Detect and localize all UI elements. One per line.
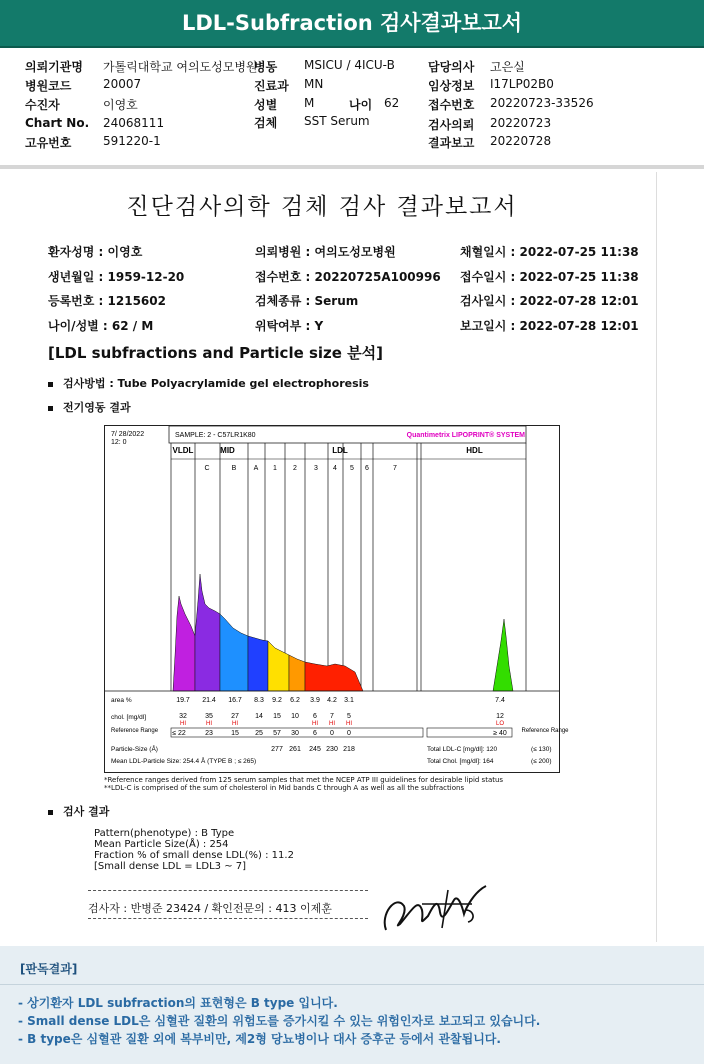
area-value: 7.4	[495, 697, 505, 704]
band-label: 6	[365, 465, 369, 472]
section-title: [LDL subfractions and Particle size 분석]	[48, 344, 384, 362]
patient-info: 생년월일 : 1959-12-20	[48, 270, 185, 284]
result-item: [Small dense LDL = LDL3 ~ 7]	[94, 861, 247, 872]
group-label: LDL	[332, 446, 348, 455]
row-label: area %	[111, 697, 132, 704]
chol-flag: HI	[232, 721, 238, 727]
chol-value: 35	[205, 713, 213, 720]
order-header	[0, 50, 704, 165]
note-line: *Reference ranges derived from 125 serum samples that met the NCEP ATP III guidelines for desirable lipid status	[104, 776, 504, 784]
hdr-value: 가톨릭대학교 여의도성모병원	[103, 60, 258, 74]
hdr-value: MSICU / 4ICU-B	[304, 58, 395, 72]
reference-value: 6	[313, 730, 317, 737]
patient-info: 환자성명 : 이영호	[48, 245, 143, 259]
chol-value: 10	[291, 713, 299, 720]
row-label: Particle-Size (Å)	[111, 746, 158, 753]
signature-line	[88, 890, 368, 891]
fraction-peak	[248, 636, 268, 691]
group-label: VLDL	[172, 446, 194, 455]
reference-value: 23	[205, 730, 213, 737]
patient-info: 접수번호 : 20220725A100996	[255, 270, 441, 284]
area-value: 19.7	[176, 697, 190, 704]
area-value: 8.3	[254, 697, 264, 704]
hdr-label: 고유번호	[25, 136, 72, 150]
electro-label: 전기영동 결과	[63, 401, 131, 414]
chol-flag: HI	[312, 721, 318, 727]
chol-flag: HI	[329, 721, 335, 727]
group-label: MID	[220, 446, 235, 455]
band-label: 5	[350, 465, 354, 472]
area-value: 3.9	[310, 697, 320, 704]
particle-size-value: 218	[343, 746, 355, 753]
judgement-line: - Small dense LDL은 심혈관 질환의 위험도를 증가시킬 수 있는 위험인자로 보고되고 있습니다.	[18, 1014, 541, 1028]
area-value: 21.4	[202, 697, 216, 704]
lipoprint-chart	[104, 425, 569, 773]
chart-system: Quantimetrix LIPOPRINT® SYSTEM	[406, 432, 525, 439]
total-chol: Total Chol. [mg/dl]: 164	[427, 758, 494, 765]
judgement-title: [판독결과]	[20, 962, 78, 976]
row-label: Reference Range	[111, 728, 159, 734]
reference-value: 0	[330, 730, 334, 737]
judgement-line: - B type은 심혈관 질환 외에 복부비만, 제2형 당뇨병이나 대사 증후군 등에서 관찰됩니다.	[18, 1032, 501, 1046]
hdr-value: 20220723	[490, 116, 552, 130]
chol-value: 6	[313, 713, 317, 720]
report-banner	[0, 0, 704, 48]
band-label: 3	[314, 465, 318, 472]
signature-line	[88, 918, 368, 919]
note-line: **LDL-C is comprised of the sum of cholesterol in Mid bands C through A as well as all the subfractions	[104, 784, 465, 792]
reference-label-right: Reference Range	[521, 728, 569, 734]
report-title: 진단검사의학 검체 검사 결과보고서	[126, 194, 518, 220]
reference-value: 15	[231, 730, 239, 737]
fraction-peak	[305, 662, 363, 691]
hdr-value: MN	[304, 77, 324, 91]
chol-flag: HI	[346, 721, 352, 727]
hdr-label: 성별	[254, 98, 278, 112]
chol-flag: LO	[495, 721, 505, 727]
divider	[0, 165, 704, 169]
hdr-value: 591220-1	[103, 134, 161, 148]
chol-value: 15	[273, 713, 281, 720]
hdr-label: 임상정보	[428, 79, 475, 93]
hdr-value: 이영호	[103, 98, 138, 112]
hdr-value: 24068111	[103, 116, 165, 130]
hdr-value: M	[304, 96, 315, 110]
hdr-label: 접수번호	[428, 98, 475, 112]
handwritten-signature	[378, 880, 493, 942]
patient-info: 나이/성별 : 62 / M	[48, 319, 154, 333]
group-label: HDL	[466, 446, 483, 455]
band-label: A	[253, 465, 259, 472]
hdr-label: 담당의사	[428, 60, 475, 74]
method-label: 검사방법 : Tube Polyacrylamide gel electrophoresis	[63, 377, 369, 390]
fraction-peak	[173, 596, 195, 691]
band-label: B	[231, 465, 237, 472]
hdr-label: 결과보고	[428, 136, 475, 150]
chart-date: 7/ 28/2022	[111, 431, 145, 438]
hdr-label: 진료과	[254, 79, 289, 93]
patient-info: 보고일시 : 2022-07-28 12:01	[460, 319, 639, 333]
fraction-peak	[289, 655, 305, 691]
hdr-label: 나이	[349, 98, 373, 112]
band-label: 1	[273, 465, 277, 472]
banner-title: LDL-Subfraction 검사결과보고서	[181, 11, 523, 35]
chart-sample: SAMPLE: 2 - C57LR1K80	[175, 432, 256, 439]
band-label: C	[204, 465, 210, 472]
total-ldl-ref: (≤ 130)	[531, 746, 552, 753]
hdr-label: 병동	[254, 60, 278, 74]
area-value: 4.2	[327, 697, 337, 704]
divider	[0, 984, 704, 985]
chol-value: 5	[347, 713, 351, 720]
electro-line	[48, 399, 131, 415]
lipoprint-svg	[105, 426, 569, 772]
hdr-label: 검사의뢰	[428, 118, 475, 132]
chol-value: 12	[496, 713, 504, 720]
hdr-label: 검체	[254, 116, 278, 130]
row-label: chol. [mg/dl]	[111, 714, 147, 721]
patient-info: 의뢰병원 : 여의도성모병원	[255, 245, 396, 259]
chol-flag: HI	[206, 721, 212, 727]
area-value: 16.7	[228, 697, 242, 704]
chart-time: 12: 0	[111, 439, 127, 446]
hdr-label: Chart No.	[25, 116, 90, 130]
patient-info: 등록번호 : 1215602	[48, 294, 166, 308]
result-label: 검사 결과	[63, 805, 110, 818]
reference-value: 57	[273, 730, 281, 737]
hdr-value: SST Serum	[304, 114, 370, 128]
total-chol-ref: (≤ 200)	[531, 758, 552, 765]
hdr-value: 20007	[103, 77, 142, 91]
chol-value: 32	[179, 713, 187, 720]
judgement-line: - 상기환자 LDL subfraction의 표현형은 B type 입니다.	[18, 996, 338, 1010]
result-item: Fraction % of small dense LDL(%) : 11.2	[94, 850, 294, 861]
band-label: 7	[393, 465, 397, 472]
hdr-value: 62	[384, 96, 400, 110]
band-label: 2	[293, 465, 297, 472]
hdr-label: 수진자	[25, 98, 60, 112]
fraction-peak	[268, 641, 289, 691]
signature-text: 검사자 : 반병준 23424 / 확인전문의 : 413 이제훈	[88, 902, 332, 915]
particle-size-value: 230	[326, 746, 338, 753]
band-label: 4	[333, 465, 337, 472]
chart-notes	[104, 776, 503, 792]
chol-value: 7	[330, 713, 334, 720]
chol-value: 27	[231, 713, 239, 720]
reference-value: 25	[255, 730, 263, 737]
particle-size-value: 261	[289, 746, 301, 753]
particle-size-value: 245	[309, 746, 321, 753]
hdr-label: 병원코드	[25, 79, 72, 93]
mean-size: Mean LDL-Particle Size: 254.4 Å (TYPE B ; ≤ 265)	[111, 758, 257, 765]
area-value: 9.2	[272, 697, 282, 704]
area-value: 6.2	[290, 697, 300, 704]
fraction-peak	[195, 574, 220, 691]
total-ldl: Total LDL-C [mg/dl]: 120	[427, 746, 498, 753]
patient-info: 채혈일시 : 2022-07-25 11:38	[460, 245, 639, 259]
area-value: 3.1	[344, 697, 354, 704]
chol-flag: HI	[180, 721, 186, 727]
method-line	[48, 375, 369, 391]
result-item: Mean Particle Size(Å) : 254	[94, 839, 229, 850]
patient-info: 검사일시 : 2022-07-28 12:01	[460, 294, 639, 308]
hdr-label: 의뢰기관명	[25, 60, 83, 74]
reference-value: ≤ 22	[172, 730, 186, 737]
patient-info: 검체종류 : Serum	[255, 294, 359, 308]
hdr-value: 고은실	[490, 60, 525, 74]
reference-value: ≥ 40	[493, 730, 507, 737]
patient-info: 접수일시 : 2022-07-25 11:38	[460, 270, 639, 284]
fraction-peak	[220, 614, 248, 691]
patient-info: 위탁여부 : Y	[255, 319, 324, 333]
particle-size-value: 277	[271, 746, 283, 753]
result-summary	[94, 828, 294, 872]
reference-value: 0	[347, 730, 351, 737]
hdr-value: I17LP02B0	[490, 77, 554, 91]
result-line	[48, 803, 109, 819]
reference-value: 30	[291, 730, 299, 737]
chol-value: 14	[255, 713, 263, 720]
result-item: Pattern(phenotype) : B Type	[94, 828, 235, 839]
hdl-peak	[493, 619, 513, 691]
hdr-value: 20220728	[490, 134, 552, 148]
hdr-value: 20220723-33526	[490, 96, 594, 110]
